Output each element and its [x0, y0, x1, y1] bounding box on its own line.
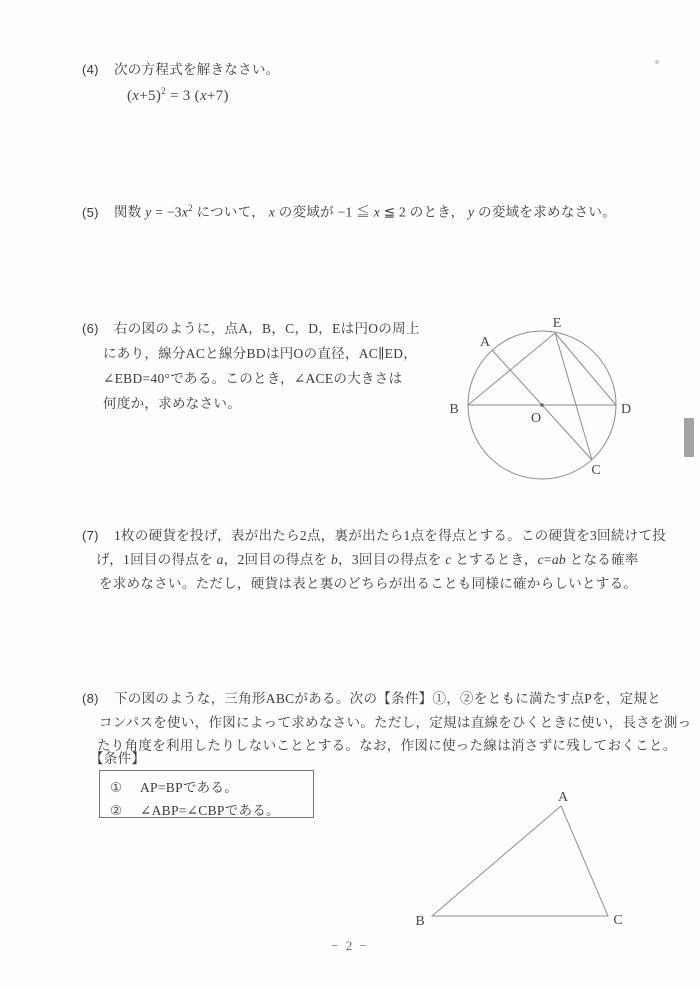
problem-6-line-1 [82, 320, 420, 338]
math-variable: x [199, 88, 207, 104]
problem-7-line-3: を求めなさい。ただし，硬貨は表と裏のどちらが出ることも同様に確からしいとする。 [99, 576, 638, 591]
equation-part: = [543, 552, 552, 567]
math-variable: ab [551, 552, 566, 567]
point-label-a: A [479, 335, 491, 350]
math-variable: c [537, 552, 544, 567]
math-variable: x [132, 88, 140, 104]
equation-part: +5) [139, 88, 162, 104]
prompt-text: 下の図のような，三角形ABCがある。次の【条件】①，②をともに満たす点Pを，定規と [114, 691, 662, 706]
math-variable: x [268, 204, 276, 220]
problem-8-line-2: コンパスを使い，作図によって求めなさい。ただし，定規は直線をひくときに使い，長さを測っ [99, 715, 692, 730]
prompt-text: 1枚の硬貨を投げ，表が出たら2点，裏が出たら1点を得点とする。この硬貨を3回続けて投 [114, 528, 667, 543]
condition-1-number: ① [110, 780, 123, 795]
equation-part: +7) [206, 88, 229, 104]
problem-6-number: (6) [82, 321, 99, 336]
prompt-text: げ，1回目の得点を [96, 552, 217, 567]
problem-7-line-1 [82, 527, 666, 545]
math-variable: c [445, 552, 452, 567]
condition-item-2 [110, 799, 313, 822]
problem-6-line-4: 何度か，求めなさい。 [103, 396, 241, 411]
circle-diagram [438, 312, 654, 494]
math-variable: x [373, 204, 381, 220]
equation-part: ( [127, 88, 133, 104]
prompt-text: となる確率 [565, 552, 639, 567]
vertex-label-c: C [613, 913, 623, 928]
problem-7-line-2 [96, 551, 639, 569]
problem-4-prompt-line [82, 61, 280, 79]
inequality-part: ≦ 2 [380, 204, 407, 220]
scan-artifact-dot [655, 60, 659, 64]
conditions-box [99, 770, 314, 818]
problem-6-line-2: にあり，線分ACと線分BDは円Oの直径，AC∥ED， [103, 346, 418, 361]
math-variable: y [145, 204, 152, 220]
point-label-e: E [552, 316, 562, 331]
condition-2-text: ∠ABP=∠CBPである。 [140, 803, 280, 818]
prompt-text: 関数 [114, 204, 146, 220]
math-variable: x [181, 204, 189, 220]
page-number: − 2 − [331, 938, 369, 953]
equation-part: = −3 [151, 204, 182, 220]
problem-5-prompt-line [82, 199, 616, 222]
center-dot [540, 403, 544, 407]
prompt-text: 右の図のように，点A，B，C，D，Eは円Oの周上 [114, 321, 420, 336]
point-label-c: C [591, 463, 601, 478]
prompt-text: のとき， [406, 204, 469, 220]
math-variable: b [330, 552, 339, 567]
problem-8-line-1 [82, 690, 661, 708]
exponent: 2 [161, 86, 166, 96]
point-label-b: B [449, 402, 459, 417]
problem-6-line-3: ∠EBD=40°である。このとき，∠ACEの大きさは [103, 371, 403, 386]
exponent: 2 [188, 203, 193, 213]
inequality-part: −1 ≦ [337, 204, 374, 220]
problem-8-line-3: たり角度を利用したりしないこととする。なお，作図に使った線は消さずに残しておくこと。 [97, 738, 677, 753]
prompt-text: とするとき， [451, 552, 538, 567]
scan-artifact-bar [684, 418, 694, 457]
problem-8-number: (8) [82, 691, 99, 706]
prompt-text: ，3回目の得点を [338, 552, 446, 567]
point-label-d: D [620, 402, 632, 417]
chord-ec [555, 333, 592, 460]
problem-4-prompt: 次の方程式を解きなさい。 [114, 62, 280, 77]
math-variable: y [468, 204, 475, 220]
problem-4-equation [127, 86, 229, 105]
equation-part: = 3 ( [165, 88, 200, 104]
math-variable: a [216, 552, 224, 567]
prompt-text: の変域が [275, 204, 338, 220]
vertex-label-b: B [415, 914, 425, 929]
problem-5-number: (5) [82, 204, 99, 220]
condition-item-1 [110, 776, 313, 799]
problem-7-number: (7) [82, 528, 99, 543]
condition-1-text: AP=BPである。 [140, 780, 239, 795]
prompt-text: について， [192, 204, 269, 220]
prompt-text: の変域を求めなさい。 [474, 204, 617, 220]
condition-2-number: ② [110, 803, 123, 818]
vertex-label-a: A [557, 790, 569, 805]
point-label-o: O [530, 411, 542, 426]
conditions-title: 【条件】 [90, 751, 146, 766]
problem-4-number: (4) [82, 62, 99, 77]
triangle-abc [432, 806, 608, 916]
triangle-diagram [403, 788, 648, 933]
prompt-text: ，2回目の得点を [223, 552, 331, 567]
